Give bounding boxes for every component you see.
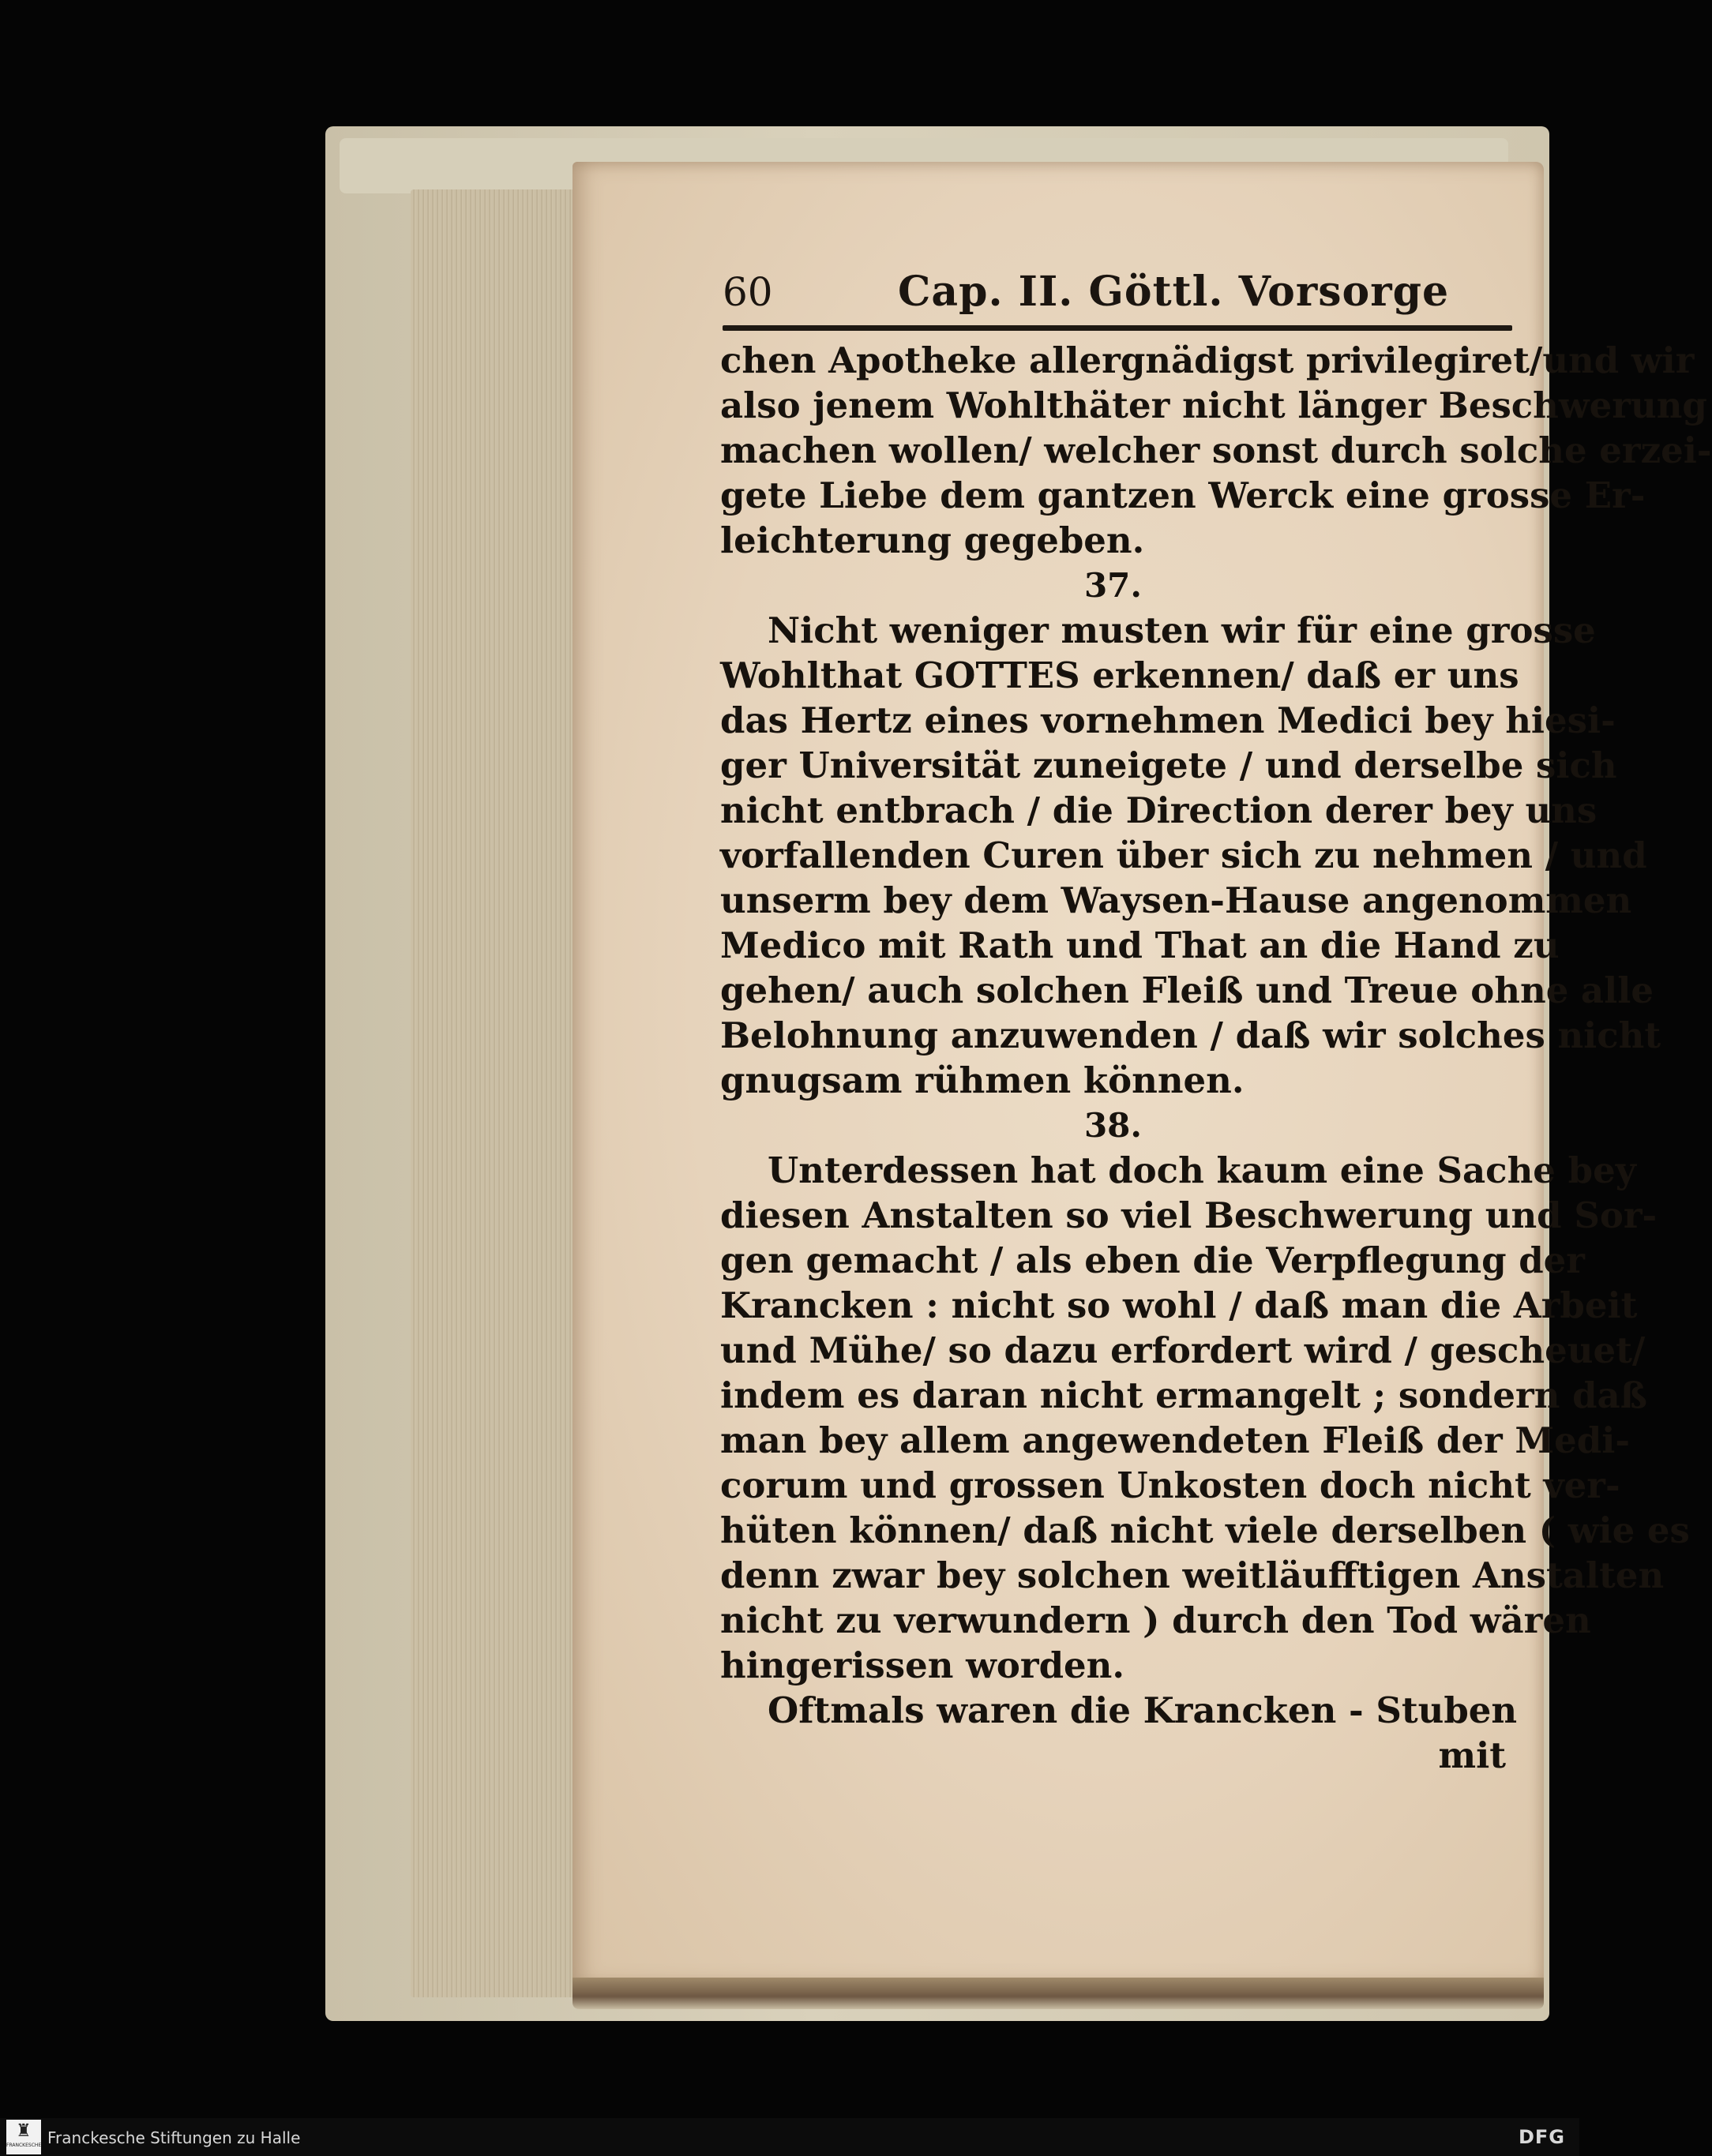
- text-line: machen wollen/ welcher sonst durch solche erzei-: [720, 429, 1712, 471]
- catchword: mit: [1438, 1734, 1506, 1776]
- text-line: unserm bey dem Waysen-Hause angenommen: [720, 879, 1632, 921]
- text-line: Wohlthat GOTTES erkennen/ daß er uns: [720, 654, 1519, 696]
- text-line: Medico mit Rath und That an die Hand zu: [720, 924, 1560, 966]
- text-line: diesen Anstalten so viel Beschwerung und Sor-: [720, 1194, 1658, 1236]
- dfg-logo: DFG: [1518, 2126, 1565, 2148]
- text-line: nicht zu verwundern ) durch den Tod wären: [720, 1599, 1591, 1641]
- section-number: 37.: [1083, 566, 1143, 605]
- text-line: vorfallenden Curen über sich zu nehmen / und: [720, 834, 1647, 876]
- text-line: Belohnung anzuwenden / daß wir solches nicht: [720, 1014, 1661, 1056]
- text-line: man bey allem angewendeten Fleiß der Medi-: [720, 1419, 1631, 1461]
- text-line: ger Universität zuneigete / und derselbe sich: [720, 744, 1617, 786]
- text-line: gehen/ auch solchen Fleiß und Treue ohne alle: [720, 969, 1654, 1011]
- running-title: Cap. II. Göttl. Vorsorge: [898, 268, 1450, 316]
- section-number: 38.: [1083, 1106, 1143, 1145]
- text-line: indem es daran nicht ermangelt ; sondern daß: [720, 1374, 1647, 1416]
- institution-logo-icon: ♜ FRANCKESCHE: [6, 2120, 41, 2154]
- body-text: [720, 338, 1712, 1778]
- header-rule: [723, 325, 1512, 331]
- page-block-edge: [411, 189, 584, 1997]
- text-line: Oftmals waren die Krancken - Stuben: [768, 1689, 1518, 1731]
- text-line: Nicht weniger musten wir für eine grosse: [768, 609, 1596, 651]
- page-number: 60: [723, 269, 773, 315]
- text-line: nicht entbrach / die Direction derer bey uns: [720, 789, 1597, 831]
- text-line: gnugsam rühmen können.: [720, 1059, 1245, 1101]
- text-line: Krancken : nicht so wohl / daß man die Arbeit: [720, 1284, 1638, 1326]
- text-line: und Mühe/ so dazu erfordert wird / gescheuet/: [720, 1329, 1646, 1371]
- text-line: gete Liebe dem gantzen Werck eine grosse Er-: [720, 474, 1646, 516]
- footer-bar: [0, 2118, 1579, 2156]
- text-line: hüten können/ daß nicht viele derselben ( wie es: [720, 1509, 1690, 1551]
- text-line: das Hertz eines vornehmen Medici bey hiesi-: [720, 699, 1616, 741]
- text-line: corum und grossen Unkosten doch nicht ver-: [720, 1464, 1620, 1506]
- text-line: chen Apotheke allergnädigst privilegiret/und wir: [720, 339, 1695, 381]
- text-line: gen gemacht / als eben die Verpflegung der: [720, 1239, 1586, 1281]
- text-line: leichterung gegeben.: [720, 519, 1145, 561]
- page-bottom-edge: [573, 1978, 1544, 2009]
- text-line: denn zwar bey solchen weitläufftigen Anstalten: [720, 1554, 1665, 1596]
- text-line: Unterdessen hat doch kaum eine Sache bey: [768, 1149, 1636, 1191]
- running-head: [723, 264, 1512, 320]
- institution-name: Franckesche Stiftungen zu Halle: [47, 2128, 301, 2147]
- text-line: hingerissen worden.: [720, 1644, 1125, 1686]
- text-line: also jenem Wohlthäter nicht länger Beschwerung: [720, 384, 1707, 426]
